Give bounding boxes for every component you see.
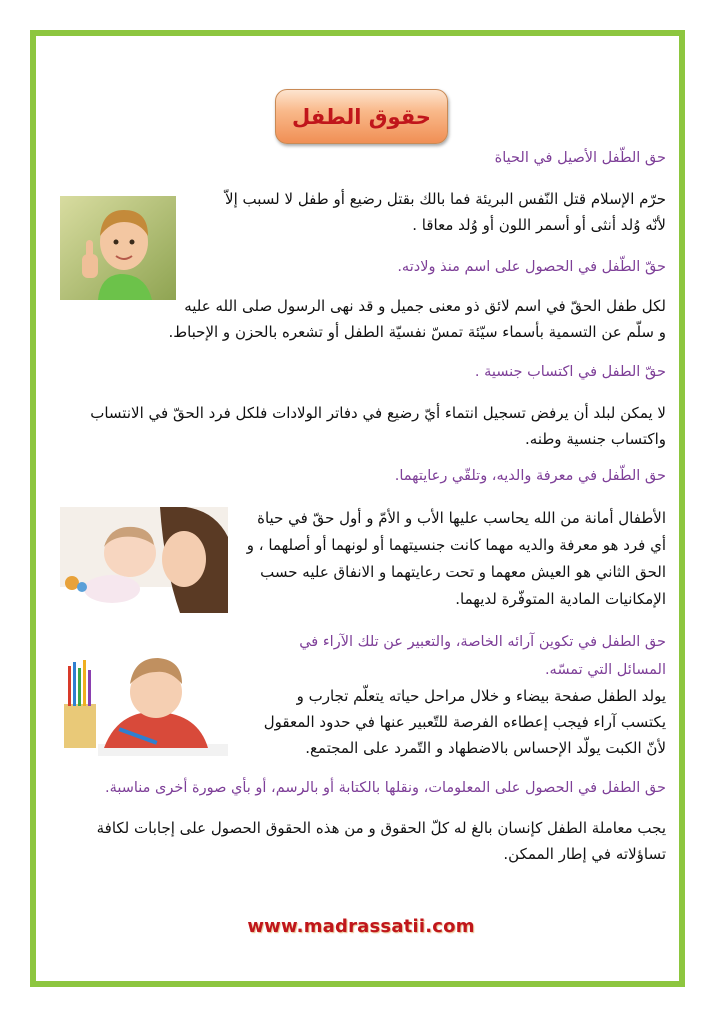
- section-1-line-2: لأنّه وُلد أنثى أو أسمر اللون أو وُلد معاقا .: [412, 216, 666, 234]
- section-4-text: [247, 505, 666, 613]
- website-footer: [245, 914, 477, 938]
- section-6-text: [97, 815, 666, 867]
- section-5-heading: [299, 628, 666, 684]
- section-3-heading: حقّ الطفل في اكتساب جنسية .: [474, 364, 666, 380]
- section-5-line-3: لأنّ الكبت يولّد الإحساس بالاضطهاد و التّمرد على المجتمع.: [305, 739, 666, 757]
- section-4-line-3: الحق الثاني هو العيش معهما و تحت رعايتهما و الانفاق عليه حسب: [260, 563, 666, 581]
- section-5-line-1: يولد الطفل صفحة بيضاء و خلال مراحل حياته يتعلّم تجارب و: [296, 687, 666, 705]
- section-5-text: [264, 683, 666, 761]
- boy-thumbs-up-photo: [60, 196, 176, 300]
- section-4-line-4: الإمكانيات المادية المتوفّرة لديهما.: [455, 590, 666, 608]
- section-4-heading: حق الطّفل في معرفة والديه، وتلقّي رعايتهما.: [394, 468, 666, 484]
- section-3-line-1: لا يمكن لبلد أن يرفض تسجيل انتماء أيّ رضيع في دفاتر الولادات فلكل فرد الحقّ في الانتساب: [90, 404, 666, 422]
- toddler-drawing-photo: [58, 640, 228, 756]
- section-3-text: [90, 400, 666, 452]
- section-5-heading-line-2: المسائل التي تمسّه.: [544, 662, 666, 678]
- section-6-line-2: تساؤلاته في إطار الممكن.: [503, 845, 666, 863]
- section-4-line-2: أي فرد هو معرفة والديه مهما كانت جنسيتهما أو لونهما أو أصلهما ، و: [246, 536, 666, 554]
- section-2-line-1: لكل طفل الحقّ في اسم لائق ذو معنى جميل و قد نهى الرسول صلى الله عليه: [184, 297, 666, 315]
- section-3-line-2: واكتساب جنسية وطنه.: [525, 430, 666, 448]
- title-banner: [275, 89, 448, 144]
- section-1-line-1: حرّم الإسلام قتل النّفس البريئة فما بالك بقتل رضيع أو طفل لا لسبب إلاّ: [225, 190, 666, 208]
- section-1-heading: حق الطّفل الأصيل في الحياة: [494, 150, 666, 166]
- section-4-line-1: الأطفال أمانة من الله يحاسب عليها الأب و الأمّ و أول حقّ في حياة: [257, 509, 666, 527]
- section-2-line-2: و سلّم عن التسمية بأسماء سيّئة تمسّ نفسيّة الطفل أو تشعره بالحزن و الإحباط.: [168, 323, 666, 341]
- mother-baby-photo: [60, 507, 228, 613]
- section-1-text: [225, 186, 666, 238]
- page-title: حقوق الطفل: [292, 104, 431, 129]
- section-2-heading: حقّ الطّفل في الحصول على اسم منذ ولادته.: [397, 259, 666, 275]
- section-6-heading: حق الطفل في الحصول على المعلومات، ونقلها بالكتابة أو بالرسم، أو بأي صورة أخرى مناسبة.: [104, 780, 666, 796]
- section-2-text: [168, 293, 666, 345]
- website-link[interactable]: www.madrassatii.com: [247, 915, 475, 937]
- section-6-line-1: يجب معاملة الطفل كإنسان بالغ له كلّ الحقوق و من هذه الحقوق الحصول على إجابات لكافة: [96, 819, 666, 837]
- section-5-heading-line-1: حق الطفل في تكوين آرائه الخاصة، والتعبير عن تلك الآراء في: [299, 634, 666, 650]
- section-5-line-2: يكتسب آراء فيجب إعطاءه الفرصة للتّعبير عنها في حدود المعقول: [263, 713, 666, 731]
